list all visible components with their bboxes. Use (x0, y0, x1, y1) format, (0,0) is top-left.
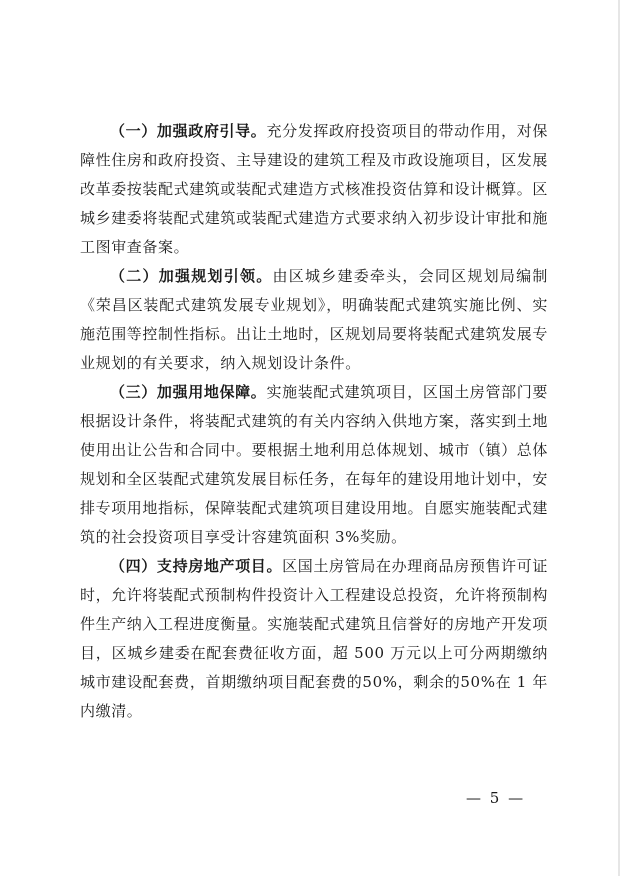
paragraph-government-guidance (80, 117, 548, 262)
paragraph-heading: （三）加强用地保障。 (110, 383, 267, 401)
paragraph-planning-guidance (80, 262, 548, 378)
paragraph-real-estate-support (80, 552, 548, 726)
paragraph-body: 由区城乡建委牵头，会同区规划局编制《荣昌区装配式建筑发展专业规划》，明确装配式建筑实施比例、实施范围等控制性指标。出让土地时，区规划局要将装配式建筑发展专业规划的有关要求，纳入规划设计条件。 (80, 267, 549, 372)
paragraph-heading: （二）加强规划引领。 (110, 267, 273, 285)
paragraph-heading: （一）加强政府引导。 (110, 122, 267, 140)
page-number: — 5 — (466, 789, 526, 807)
paragraph-land-use-guarantee (80, 378, 548, 552)
paragraph-body: 区国土房管局在办理商品房预售许可证时，允许将装配式预制构件投资计入工程建设总投资，允许将预制构件生产纳入工程进度衡量。实施装配式建筑且信誉好的房地产开发项目，区城乡建委在配套费征收方面，超 500 万元以上可分两期缴纳城市建设配套费，首期缴纳项目配套费的50%，剩余的50%在 1 年内缴清。 (80, 557, 549, 720)
paragraph-body: 充分发挥政府投资项目的带动作用，对保障性住房和政府投资、主导建设的建筑工程及市政设施项目，区发展改革委按装配式建筑或装配式建造方式核准投资估算和设计概算。区城乡建委将装配式建筑或装配式建造方式要求纳入初步设计审批和施工图审查备案。 (80, 122, 549, 256)
paragraph-heading: （四）支持房地产项目。 (110, 557, 283, 575)
body-text (80, 117, 548, 726)
paragraph-body: 实施装配式建筑项目，区国土房管部门要根据设计条件，将装配式建筑的有关内容纳入供地方案，落实到土地使用出让公告和合同中。要根据土地利用总体规划、城市（镇）总体规划和全区装配式建筑发展目标任务，在每年的建设用地计划中，安排专项用地指标，保障装配式建筑项目建设用地。自愿实施装配式建筑的社会投资项目享受计容建筑面积 3%奖励。 (80, 383, 549, 546)
